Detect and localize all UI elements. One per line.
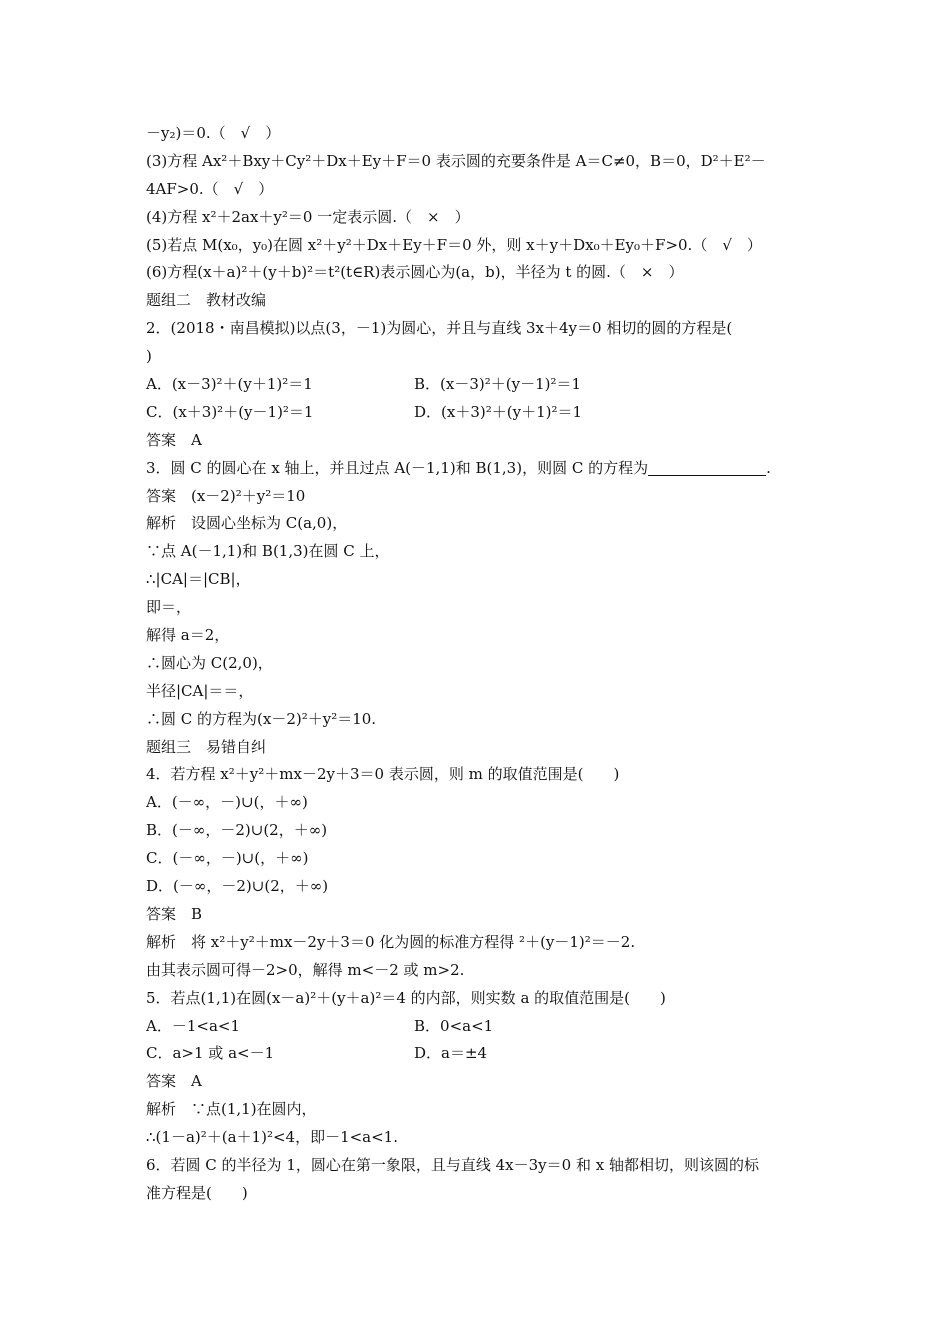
question-2: 2．(2018・南昌模拟)以点(3，－1)为圆心，并且与直线 3x＋4y＝0 相切的圆的方程是(: [146, 319, 733, 338]
options-row: [146, 371, 816, 399]
text-line: 即＝，: [146, 598, 192, 617]
analysis-line: 解析 设圆心坐标为 C(a,0)，: [146, 514, 348, 533]
text-line: 解得 a＝2，: [146, 626, 230, 645]
analysis-line: 解析 ∵点(1,1)在圆内，: [146, 1100, 317, 1119]
section-heading: 题组二 教材改编: [146, 291, 267, 310]
text-line: 半径|CA|＝＝，: [146, 681, 254, 700]
options-row: [146, 1013, 816, 1041]
question-4: 4．若方程 x²＋y²＋mx－2y＋3＝0 表示圆，则 m 的取值范围是( ): [146, 765, 620, 784]
option-b: B．0<a<1: [414, 1016, 494, 1035]
text-line: (5)若点 M(x₀，y₀)在圆 x²＋y²＋Dx＋Ey＋F＝0 外，则 x＋y＋Dx₀＋Ey₀＋F>0.（ √ ）: [146, 235, 762, 254]
text-line: －y₂)＝0.（ √ ）: [146, 124, 281, 142]
option-a: A．(x－3)²＋(y＋1)²＝1: [146, 375, 313, 394]
option-c: C．a>1 或 a<－1: [146, 1044, 275, 1063]
option-b: B．(－∞，－2)∪(2，＋∞): [146, 821, 328, 840]
options-row: [146, 399, 816, 427]
answer-line: 答案 A: [146, 1072, 202, 1091]
option-d: D．(－∞，－2)∪(2，＋∞): [146, 877, 329, 896]
answer-line: 答案 A: [146, 430, 202, 449]
question-3-text: 3．圆 C 的圆心在 x 轴上，并且过点 A(－1,1)和 B(1,3)，则圆 C 的方程为: [146, 458, 649, 477]
text-line: 由其表示圆可得－2>0，解得 m<－2 或 m>2.: [146, 960, 465, 979]
document-body: [146, 120, 816, 1208]
option-b: B．(x－3)²＋(y－1)²＝1: [414, 375, 582, 394]
option-d: D．a＝±4: [414, 1044, 488, 1063]
question-5: 5．若点(1,1)在圆(x－a)²＋(y＋a)²＝4 的内部，则实数 a 的取值范围是( ): [146, 988, 666, 1007]
text-line: ): [146, 347, 152, 366]
answer-line: 答案 B: [146, 904, 203, 923]
text-line: ∴圆 C 的方程为(x－2)²＋y²＝10.: [146, 709, 377, 728]
options-row: [146, 1040, 816, 1068]
text-line: ∴|CA|＝|CB|，: [146, 570, 251, 589]
text-line: (4)方程 x²＋2ax＋y²＝0 一定表示圆.（ × ）: [146, 207, 470, 226]
analysis-line: 解析 将 x²＋y²＋mx－2y＋3＝0 化为圆的标准方程得 ²＋(y－1)²＝－2.: [146, 932, 636, 951]
answer-blank: [648, 457, 766, 476]
text-line: (3)方程 Ax²＋Bxy＋Cy²＋Dx＋Ey＋F＝0 表示圆的充要条件是 A＝C≠0，B＝0，D²＋E²－: [146, 151, 766, 170]
text-line: 准方程是( ): [146, 1183, 248, 1202]
option-a: A．－1<a<1: [146, 1016, 240, 1035]
text-line: ∴圆心为 C(2,0)，: [146, 653, 273, 672]
question-6: 6．若圆 C 的半径为 1，圆心在第一象限，且与直线 4x－3y＝0 和 x 轴都相切，则该圆的标: [146, 1155, 759, 1174]
answer-line: 答案 (x－2)²＋y²＝10: [146, 486, 306, 505]
option-d: D．(x＋3)²＋(y＋1)²＝1: [414, 402, 583, 421]
option-a: A．(－∞，－)∪(，＋∞): [146, 793, 308, 812]
question-3-end: .: [766, 458, 771, 477]
text-line: 4AF>0.（ √ ）: [146, 179, 274, 198]
question-3: [146, 455, 816, 483]
section-heading: 题组三 易错自纠: [146, 737, 267, 756]
option-c: C．(x＋3)²＋(y－1)²＝1: [146, 402, 314, 421]
text-line: ∴(1－a)²＋(a＋1)²<4，即－1<a<1.: [146, 1128, 398, 1147]
text-line: ∵点 A(－1,1)和 B(1,3)在圆 C 上，: [146, 542, 390, 561]
option-c: C．(－∞，－)∪(，＋∞): [146, 849, 309, 868]
text-line: (6)方程(x＋a)²＋(y＋b)²＝t²(t∈R)表示圆心为(a，b)，半径为 t 的圆.（ × ）: [146, 263, 684, 282]
